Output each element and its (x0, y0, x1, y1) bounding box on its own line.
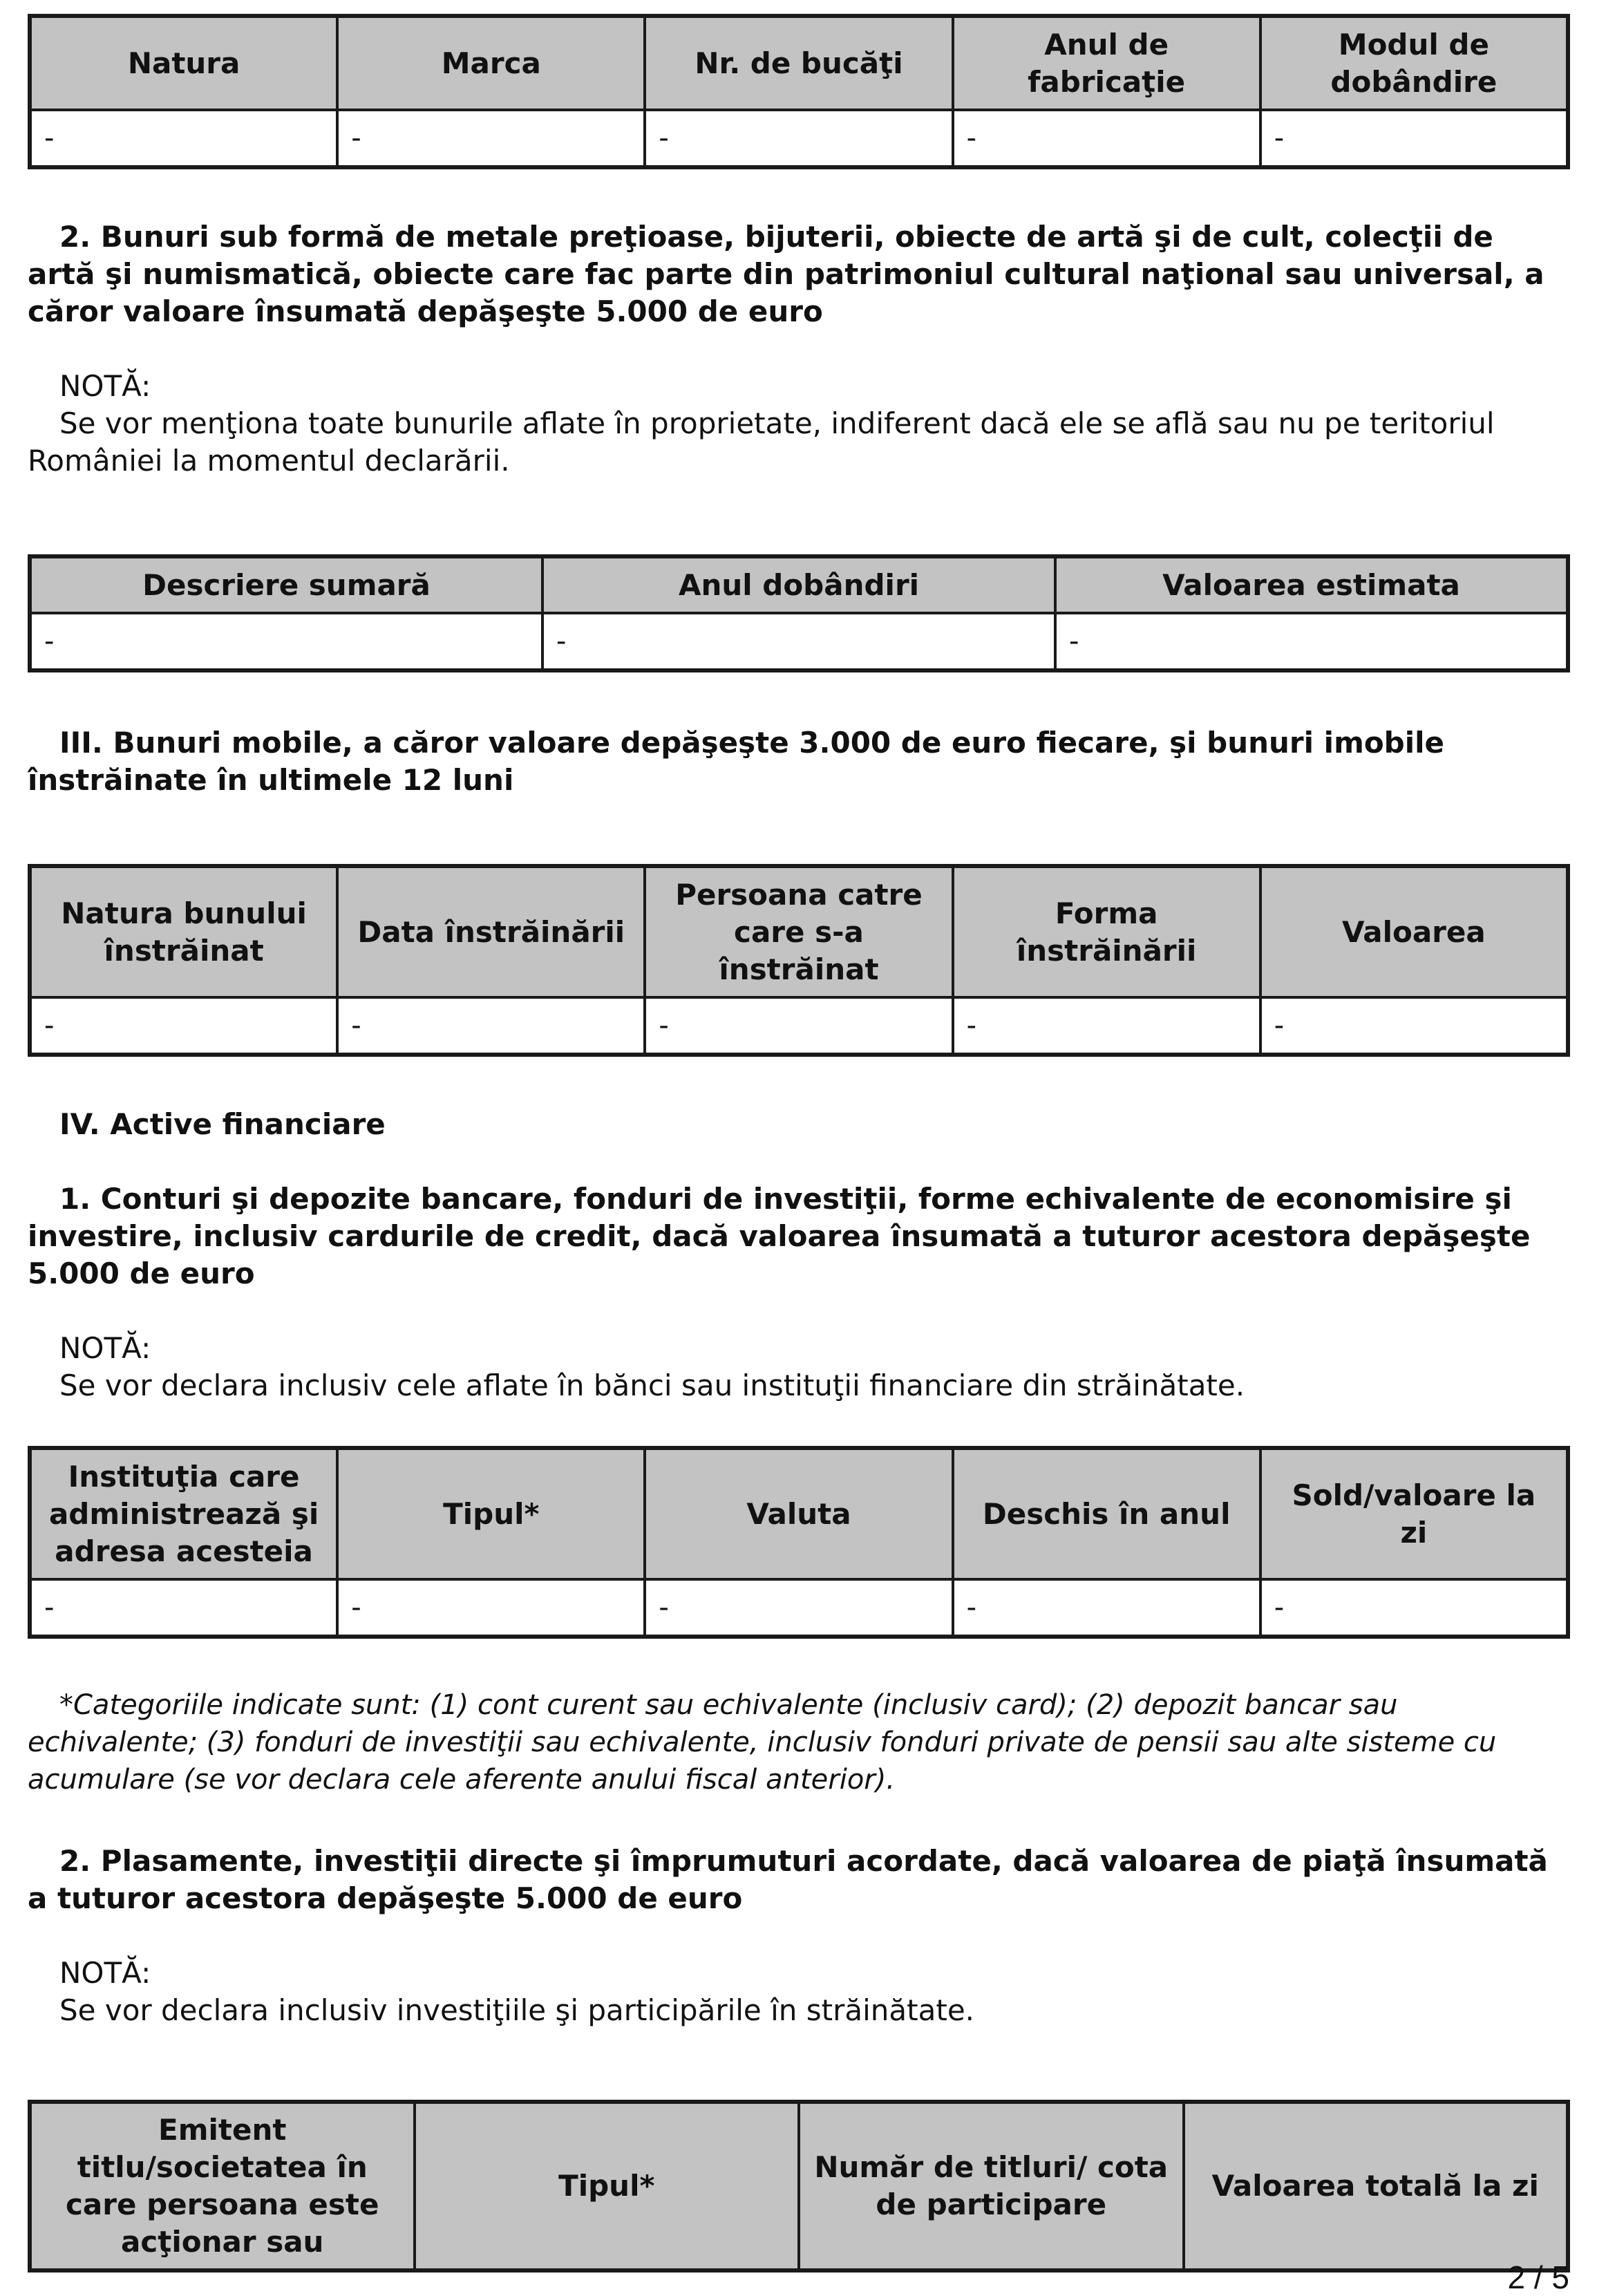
column-header: Valuta (645, 1448, 952, 1579)
column-header: Nr. de bucăţi (645, 16, 952, 110)
table-cell: - (645, 997, 952, 1055)
section-heading: III. Bunuri mobile, a căror valoare depăşeşte 3.000 de euro fiecare, şi bunuri imobile înstrăinate în ultimele 12 luni (28, 726, 1445, 797)
section-heading: 2. Plasamente, investiţii directe şi împrumuturi acordate, dacă valoarea de piaţă însumată a tuturor acestora depăşeşte 5.000 de euro (28, 1844, 1548, 1915)
section-heading: 2. Bunuri sub formă de metale preţioase, bijuterii, obiecte de artă şi de cult, colecţii de artă şi numismatică, obiecte care fac parte din patrimoniul cultural naţional sau universal, a căror valoare însumată depăşeşte 5.000 de euro (28, 220, 1544, 328)
section-financial-assets (28, 1106, 1570, 1404)
section-alienated-goods (28, 724, 1570, 799)
table-cell: - (1260, 997, 1568, 1055)
table-header-row (30, 2102, 1568, 2270)
footnote-text: *Categoriile indicate sunt: (1) cont curent sau echivalente (inclusiv card); (2) depozit bancar sau echivalente; (3) fonduri de investiţii sau echivalente, inclusiv fonduri private de pensii sau alte sisteme cu acumulare (se vor declara cele aferente anului fiscal anterior). (28, 1689, 1497, 1796)
column-header: Marca (337, 16, 645, 110)
table-row (30, 110, 1568, 167)
table-cell: - (337, 1579, 645, 1637)
column-header: Emitent titlu/societatea în care persoana este acţionar sau (30, 2102, 415, 2270)
table-cell: - (953, 1579, 1260, 1637)
table-cell: - (645, 110, 952, 167)
table-header-row (30, 866, 1568, 997)
column-header: Sold/valoare la zi (1260, 1448, 1568, 1579)
column-header: Valoarea totală la zi (1184, 2102, 1569, 2270)
note-label: NOTĂ: (59, 1956, 151, 1990)
table-cell: - (30, 613, 542, 670)
section-investments (28, 1843, 1570, 2029)
column-header: Persoana catre care s-a înstrăinat (645, 866, 952, 997)
table-cell: - (1055, 613, 1568, 670)
column-header: Modul de dobândire (1260, 16, 1568, 110)
column-header: Anul de fabricaţie (953, 16, 1260, 110)
table-row (30, 613, 1568, 670)
column-header: Anul dobândiri (542, 556, 1055, 613)
note-text: Se vor declara inclusiv investiţiile şi participările în străinătate. (59, 1993, 975, 2027)
table-cell: - (645, 1579, 952, 1637)
investments-table (28, 2100, 1570, 2273)
note-text: Se vor menţiona toate bunurile aflate în proprietate, indiferent dacă ele se află sau nu pe teritoriul României la momentul declarării. (28, 406, 1495, 478)
column-header: Valoarea (1260, 866, 1568, 997)
subsection-heading: 1. Conturi şi depozite bancare, fonduri de investiţii, forme echivalente de economisire şi investire, inclusiv cardurile de credit, dacă valoarea însumată a tuturor acestora depăşeşte 5.000 de euro (28, 1182, 1531, 1290)
table-cell: - (30, 1579, 337, 1637)
column-header: Data înstrăinării (337, 866, 645, 997)
table-cell: - (337, 110, 645, 167)
page-number: 2 / 5 (1507, 2259, 1569, 2295)
table-cell: - (337, 997, 645, 1055)
table-cell: - (1260, 1579, 1568, 1637)
column-header: Descriere sumară (30, 556, 542, 613)
section-heading: IV. Active financiare (59, 1107, 386, 1141)
note-label: NOTĂ: (59, 369, 151, 403)
table-cell: - (30, 997, 337, 1055)
table-header-row (30, 1448, 1568, 1579)
column-header: Deschis în anul (953, 1448, 1260, 1579)
column-header: Natura (30, 16, 337, 110)
table-header-row (30, 556, 1568, 613)
column-header: Tipul* (415, 2102, 800, 2270)
note-text: Se vor declara inclusiv cele aflate în bănci sau instituţii financiare din străinătate. (59, 1368, 1245, 1402)
table-cell: - (542, 613, 1055, 670)
column-header: Forma înstrăinării (953, 866, 1260, 997)
column-header: Valoarea estimata (1055, 556, 1568, 613)
table-cell: - (953, 997, 1260, 1055)
section-precious-goods (28, 218, 1570, 480)
footnote (28, 1686, 1570, 1798)
table-row (30, 997, 1568, 1055)
precious-goods-table (28, 554, 1570, 672)
column-header: Instituţia care administrează şi adresa acesteia (30, 1448, 337, 1579)
column-header: Tipul* (337, 1448, 645, 1579)
column-header: Natura bunului înstrăinat (30, 866, 337, 997)
column-header: Număr de titluri/ cota de participare (799, 2102, 1184, 2270)
table-cell: - (1260, 110, 1568, 167)
vehicles-table (28, 14, 1570, 169)
table-cell: - (953, 110, 1260, 167)
alienated-goods-table (28, 864, 1570, 1057)
table-cell: - (30, 110, 337, 167)
table-header-row (30, 16, 1568, 110)
bank-accounts-table (28, 1446, 1570, 1639)
note-label: NOTĂ: (59, 1331, 151, 1365)
table-row (30, 1579, 1568, 1637)
